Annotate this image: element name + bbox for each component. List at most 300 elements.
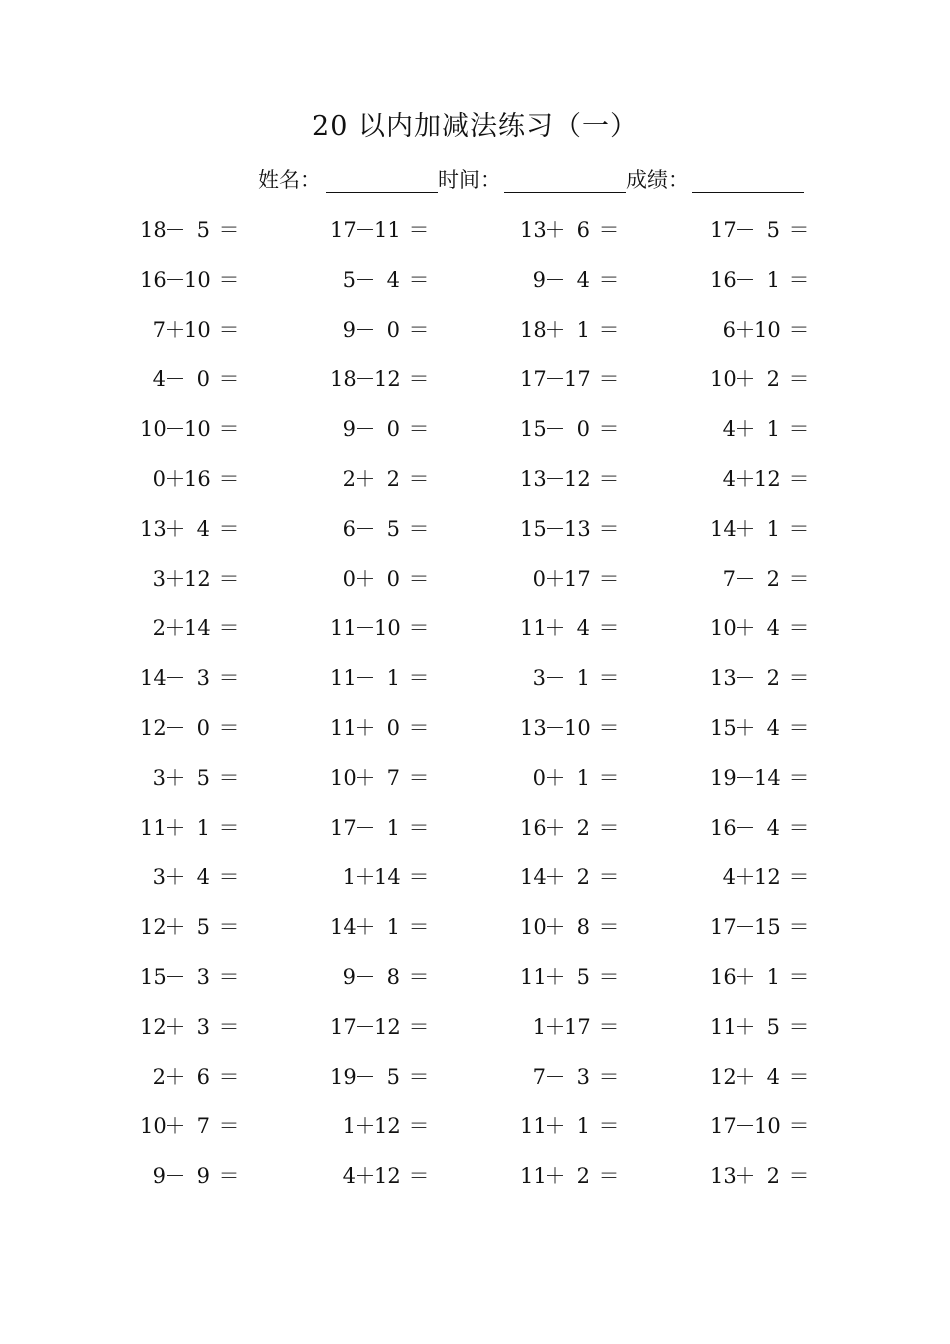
operator: ＋ [164,1014,186,1039]
problem-cell [710,1156,880,1196]
equals-sign: ＝ [408,815,430,840]
operand-b: 8 [576,915,590,940]
operand-a: 12 [140,1014,167,1039]
operand-b: 5 [766,1014,780,1039]
problem-cell [710,210,880,250]
equals-sign: ＝ [598,716,620,740]
operand-b: 12 [184,566,211,591]
problem-row [0,210,950,250]
equals-sign: ＝ [408,666,430,691]
problem-cell [710,857,880,897]
problem-cell [520,758,690,798]
operand-b: 4 [576,267,590,292]
operand-a: 17 [710,218,737,242]
equals-sign: ＝ [218,367,240,392]
operand-b: 1 [196,815,210,840]
equals-sign: ＝ [788,765,810,790]
problem-cell [330,310,500,350]
operand-b: 10 [374,616,401,641]
operand-a: 3 [152,566,166,591]
problem-cell [140,210,310,250]
equals-sign: ＝ [408,317,430,342]
operator: ＋ [734,1164,756,1189]
operand-a: 9 [532,267,546,292]
operand-b: 15 [754,915,781,940]
equals-sign: ＝ [598,218,620,242]
problem-cell [520,260,690,300]
operator: － [544,716,566,740]
operator: － [734,218,756,242]
operand-a: 16 [710,815,737,840]
operand-a: 10 [520,915,547,940]
problem-cell [140,1007,310,1047]
operand-a: 11 [710,1014,737,1039]
problem-cell [330,1106,500,1146]
operand-b: 10 [754,317,781,342]
equals-sign: ＝ [408,915,430,940]
problem-cell [140,459,310,499]
operand-a: 14 [330,915,357,940]
operator: ＋ [164,616,186,641]
operator: ＋ [734,516,756,541]
equals-sign: ＝ [788,417,810,442]
operator: ＋ [354,716,376,740]
operand-a: 6 [342,516,356,541]
operand-b: 4 [766,616,780,641]
problem-cell [140,907,310,947]
operand-b: 5 [196,218,210,242]
operand-a: 11 [520,616,547,641]
problem-cell [520,1156,690,1196]
problem-cell [520,509,690,549]
equals-sign: ＝ [218,566,240,591]
problem-cell [140,359,310,399]
operand-b: 4 [766,815,780,840]
operator: － [354,1014,376,1039]
operand-a: 11 [520,1114,547,1139]
problem-row [0,1156,950,1196]
problem-cell [330,608,500,648]
operand-a: 2 [152,616,166,641]
operand-a: 16 [710,267,737,292]
equals-sign: ＝ [788,965,810,989]
equals-sign: ＝ [598,1014,620,1039]
problem-cell [140,1057,310,1097]
operand-a: 4 [152,367,166,392]
operator: － [354,616,376,641]
operator: － [544,1064,566,1089]
problem-cell [710,608,880,648]
operator: ＋ [544,317,566,342]
operator: － [164,666,186,691]
problem-cell [520,210,690,250]
operator: － [354,417,376,442]
operator: － [734,666,756,691]
problem-cell [710,310,880,350]
operator: － [164,716,186,740]
operator: ＋ [544,1114,566,1139]
problem-cell [520,559,690,599]
problem-cell [330,708,500,748]
operator: ＋ [164,566,186,591]
problem-row [0,808,950,848]
operator: ＋ [544,815,566,840]
operator: － [354,516,376,541]
operator: － [544,516,566,541]
operand-b: 1 [766,417,780,442]
operand-a: 16 [140,267,167,292]
operand-b: 8 [386,965,400,989]
equals-sign: ＝ [788,815,810,840]
problem-cell [140,708,310,748]
operator: － [354,267,376,292]
operand-a: 18 [140,218,167,242]
problem-cell [140,310,310,350]
equals-sign: ＝ [598,1164,620,1189]
score-blank[interactable] [692,192,804,193]
problem-cell [520,808,690,848]
equals-sign: ＝ [218,516,240,541]
problem-cell [520,658,690,698]
operator: － [734,267,756,292]
operand-b: 12 [374,367,401,392]
operator: － [354,965,376,989]
operator: ＋ [734,417,756,442]
problem-row [0,957,950,997]
operand-b: 6 [196,1064,210,1089]
operand-b: 0 [196,716,210,740]
operator: ＋ [734,1014,756,1039]
operand-a: 17 [520,367,547,392]
operand-b: 5 [196,765,210,790]
equals-sign: ＝ [788,367,810,392]
problem-cell [520,310,690,350]
operand-b: 4 [576,616,590,641]
operand-a: 11 [330,716,357,740]
operator: － [544,267,566,292]
operand-a: 3 [532,666,546,691]
operand-b: 10 [184,267,211,292]
operand-a: 19 [710,765,737,790]
operand-b: 5 [386,516,400,541]
operand-b: 12 [374,1114,401,1139]
operand-b: 10 [564,716,591,740]
operand-a: 15 [710,716,737,740]
operand-b: 7 [196,1114,210,1139]
problem-cell [140,808,310,848]
operator: ＋ [544,965,566,989]
operand-b: 10 [184,317,211,342]
operator: － [354,218,376,242]
problem-cell [330,260,500,300]
operand-b: 2 [576,865,590,890]
problem-cell [140,658,310,698]
operand-a: 10 [710,367,737,392]
equals-sign: ＝ [598,566,620,591]
operator: ＋ [164,915,186,940]
operand-b: 12 [374,1164,401,1189]
problem-row [0,559,950,599]
operand-a: 3 [152,865,166,890]
operand-a: 12 [140,915,167,940]
operator: ＋ [164,1114,186,1139]
operand-a: 13 [710,1164,737,1189]
operand-a: 7 [722,566,736,591]
operand-a: 13 [520,716,547,740]
operand-b: 1 [576,765,590,790]
equals-sign: ＝ [598,267,620,292]
operand-a: 18 [330,367,357,392]
problem-row [0,758,950,798]
operand-a: 7 [152,317,166,342]
operator: － [734,566,756,591]
operator: ＋ [544,1014,566,1039]
operator: ＋ [354,915,376,940]
equals-sign: ＝ [598,915,620,940]
operand-a: 1 [532,1014,546,1039]
problem-row [0,359,950,399]
operand-a: 0 [532,566,546,591]
operand-a: 13 [710,666,737,691]
operator: ＋ [734,965,756,989]
problem-row [0,409,950,449]
equals-sign: ＝ [218,865,240,890]
operand-b: 2 [766,367,780,392]
operator: ＋ [354,765,376,790]
operand-a: 4 [722,417,736,442]
operand-b: 1 [766,516,780,541]
operator: ＋ [164,317,186,342]
operand-a: 14 [140,666,167,691]
operator: ＋ [354,1164,376,1189]
operand-a: 9 [342,317,356,342]
problem-row [0,907,950,947]
equals-sign: ＝ [598,516,620,541]
problem-cell [140,608,310,648]
operand-a: 10 [330,765,357,790]
equals-sign: ＝ [218,666,240,691]
equals-sign: ＝ [408,865,430,890]
problem-cell [710,1057,880,1097]
operand-a: 13 [140,516,167,541]
operand-a: 2 [342,467,356,491]
operand-a: 14 [710,516,737,541]
equals-sign: ＝ [788,267,810,292]
equals-sign: ＝ [788,865,810,890]
name-blank[interactable] [326,192,438,193]
problem-cell [710,409,880,449]
problem-cell [710,758,880,798]
operand-a: 9 [342,417,356,442]
problem-cell [710,957,880,997]
operand-a: 4 [722,467,736,491]
operand-b: 12 [374,1014,401,1039]
problem-cell [330,559,500,599]
operator: － [354,666,376,691]
equals-sign: ＝ [218,815,240,840]
operand-b: 12 [564,467,591,491]
operator: ＋ [734,1064,756,1089]
problem-row [0,857,950,897]
operand-a: 7 [532,1064,546,1089]
equals-sign: ＝ [598,666,620,691]
problem-cell [710,509,880,549]
operand-b: 5 [576,965,590,989]
operand-b: 12 [754,865,781,890]
problem-cell [330,907,500,947]
equals-sign: ＝ [408,417,430,442]
operand-a: 3 [152,765,166,790]
operator: ＋ [544,865,566,890]
problem-cell [520,1106,690,1146]
problem-cell [710,559,880,599]
equals-sign: ＝ [218,1114,240,1139]
operator: － [734,1114,756,1139]
operand-b: 5 [766,218,780,242]
operator: － [164,417,186,442]
problem-cell [140,509,310,549]
problem-cell [520,608,690,648]
equals-sign: ＝ [598,965,620,989]
problem-cell [140,957,310,997]
equals-sign: ＝ [788,516,810,541]
problem-row [0,310,950,350]
time-label: 时间： [438,168,501,192]
operator: ＋ [544,1164,566,1189]
operand-a: 1 [342,865,356,890]
operator: ＋ [164,516,186,541]
operand-a: 10 [140,417,167,442]
operand-a: 15 [520,417,547,442]
operand-a: 0 [152,467,166,491]
equals-sign: ＝ [218,1164,240,1189]
operand-b: 0 [386,566,400,591]
operand-b: 1 [386,915,400,940]
time-blank[interactable] [504,192,626,193]
operator: ＋ [164,765,186,790]
problem-cell [710,708,880,748]
operand-b: 5 [196,915,210,940]
operator: ＋ [544,616,566,641]
equals-sign: ＝ [408,716,430,740]
operand-a: 11 [520,1164,547,1189]
operand-a: 11 [330,666,357,691]
problem-cell [520,907,690,947]
operand-b: 14 [184,616,211,641]
operand-b: 1 [576,666,590,691]
operand-a: 18 [520,317,547,342]
equals-sign: ＝ [218,616,240,641]
operand-a: 1 [342,1114,356,1139]
problem-cell [520,957,690,997]
operator: － [544,467,566,491]
operand-b: 2 [576,815,590,840]
operator: － [734,765,756,790]
equals-sign: ＝ [598,815,620,840]
equals-sign: ＝ [408,765,430,790]
operand-b: 1 [576,1114,590,1139]
equals-sign: ＝ [408,616,430,641]
operand-b: 17 [564,367,591,392]
operator: ＋ [164,815,186,840]
operand-b: 1 [766,267,780,292]
problem-row [0,1106,950,1146]
operand-a: 9 [152,1164,166,1189]
equals-sign: ＝ [788,218,810,242]
operand-b: 3 [576,1064,590,1089]
operand-a: 5 [342,267,356,292]
operand-a: 12 [140,716,167,740]
operator: － [354,317,376,342]
operand-a: 11 [330,616,357,641]
operand-a: 17 [330,218,357,242]
equals-sign: ＝ [408,965,430,989]
equals-sign: ＝ [408,1114,430,1139]
operand-b: 4 [196,865,210,890]
operator: ＋ [544,915,566,940]
operator: ＋ [734,467,756,491]
operand-b: 0 [386,317,400,342]
problem-row [0,608,950,648]
problem-cell [140,758,310,798]
problem-cell [710,1007,880,1047]
operand-a: 4 [342,1164,356,1189]
operand-a: 15 [520,516,547,541]
problem-cell [330,359,500,399]
problem-cell [140,857,310,897]
equals-sign: ＝ [598,765,620,790]
operand-a: 17 [710,915,737,940]
page-title: 20 以内加减法练习（一） [312,111,638,142]
equals-sign: ＝ [598,317,620,342]
equals-sign: ＝ [788,1014,810,1039]
operand-b: 13 [564,516,591,541]
operand-b: 10 [184,417,211,442]
equals-sign: ＝ [218,467,240,491]
operand-b: 1 [386,666,400,691]
operator: － [164,218,186,242]
operator: － [164,267,186,292]
operand-b: 11 [374,218,401,242]
problem-cell [330,509,500,549]
equals-sign: ＝ [408,218,430,242]
equals-sign: ＝ [408,566,430,591]
operand-a: 9 [342,965,356,989]
equals-sign: ＝ [218,1064,240,1089]
equals-sign: ＝ [788,1164,810,1189]
equals-sign: ＝ [788,317,810,342]
operand-a: 13 [520,218,547,242]
equals-sign: ＝ [598,467,620,491]
operator: ＋ [734,716,756,740]
operator: ＋ [354,566,376,591]
operand-b: 16 [184,467,211,491]
equals-sign: ＝ [408,1064,430,1089]
equals-sign: ＝ [598,417,620,442]
operator: ＋ [164,865,186,890]
equals-sign: ＝ [408,267,430,292]
operator: － [164,367,186,392]
equals-sign: ＝ [408,1164,430,1189]
problem-row [0,658,950,698]
problem-row [0,708,950,748]
operand-b: 17 [564,566,591,591]
operand-a: 11 [140,815,167,840]
operator: ＋ [734,616,756,641]
operator: ＋ [354,467,376,491]
operand-b: 9 [196,1164,210,1189]
operator: ＋ [164,467,186,491]
